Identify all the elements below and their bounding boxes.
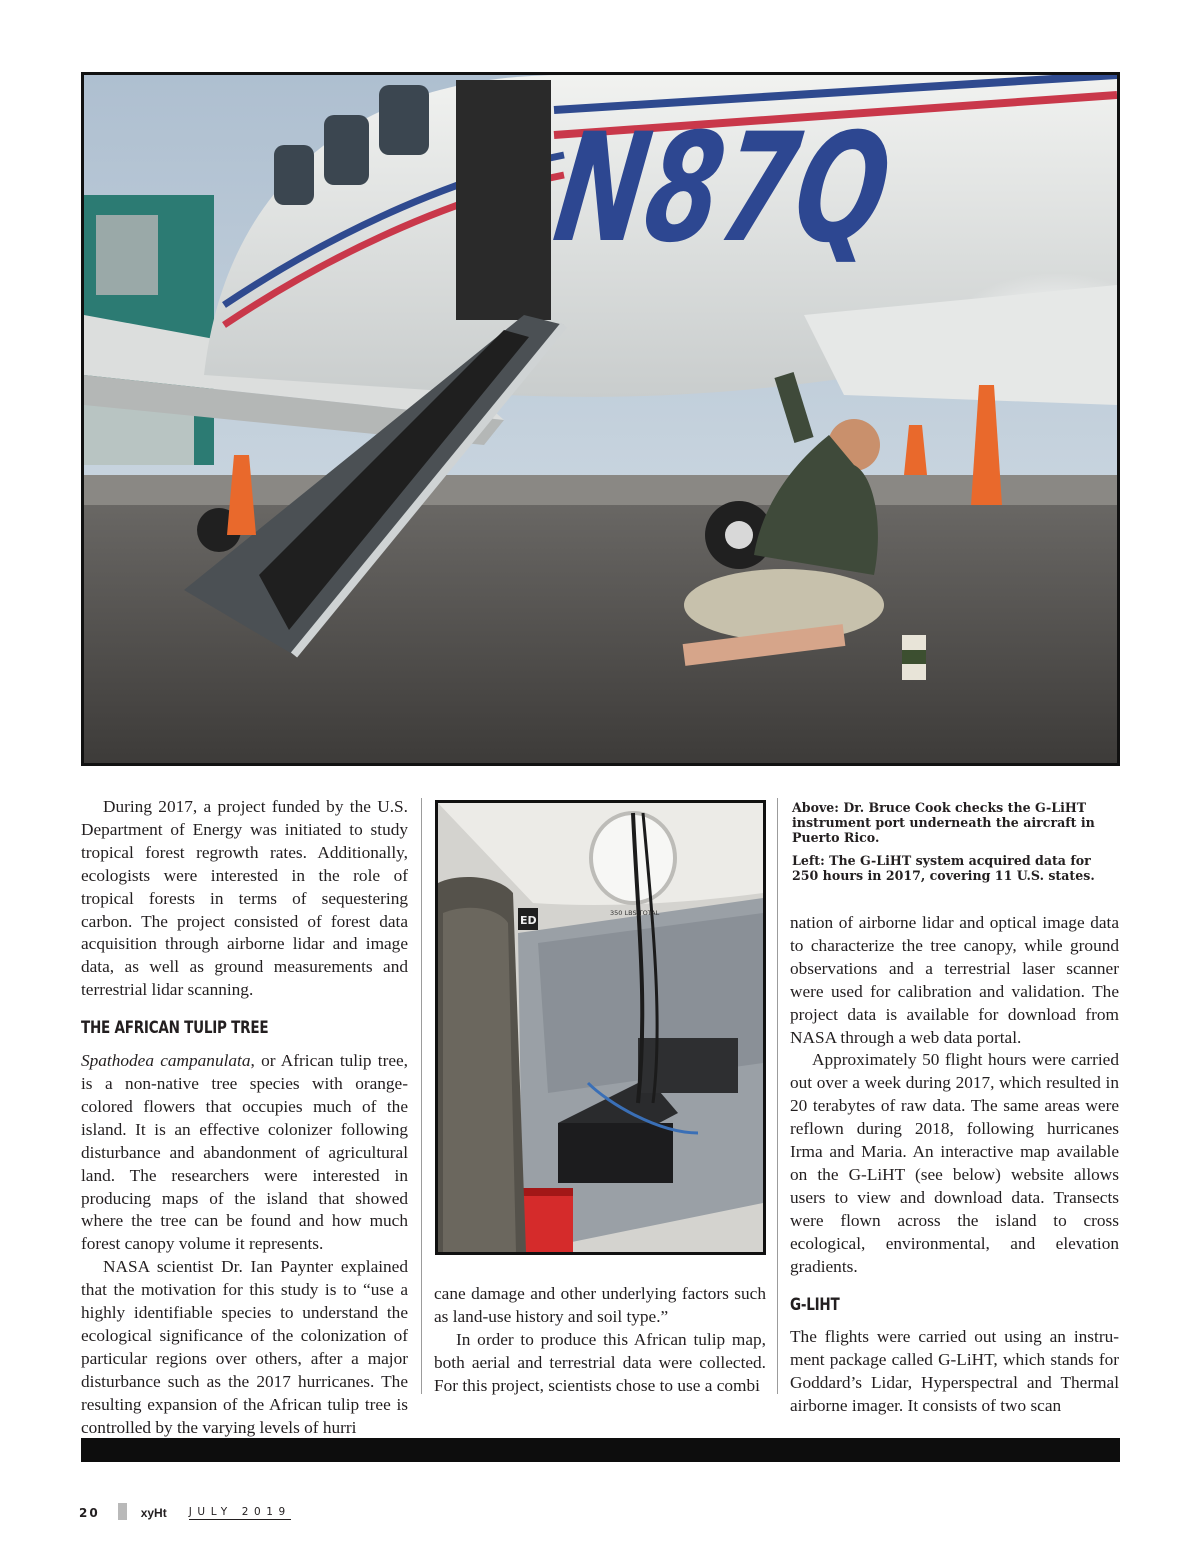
caption-above: Above: Dr. Bruce Cook checks the G-LiHT instrument port underneath the aircraft in Puerto Rico. [792,800,1095,845]
column-right [790,912,1119,1418]
section-heading-tulip: THE AFRICAN TULIP TREE [81,1018,269,1038]
body-paragraph [81,1050,408,1256]
cabin-photo-illustration [438,803,763,1252]
cabin-placard: 350 LBS TOTAL [610,909,660,917]
body-paragraph: cane damage and other underlying factors such as land-use history and soil type.” [434,1284,766,1326]
body-paragraph: nation of airborne lidar and optical image data to characterize the tree canopy, while ground observations and a terrestrial laser scanner were used for calibration and validation. The project data is available for download from NASA through a web data portal. [790,913,1119,1047]
photo-caption [792,800,1114,891]
body-text: , or African tulip tree, is a non-native tree species with orange-colored flowers that occupies much of the island. It is an effective colonizer following disturbance and abandonment of agricultural land. The researchers were interested in producing maps of the island that showed where the tree can be found and how much forest canopy volume it represents. [81,1051,408,1254]
body-paragraph: Approximately 50 flight hours were carried out over a week during 2017, which resulted in 20 terabytes of raw data. The same areas were reflown during 2018, following hurricanes Irma and Maria. An interactive map available on the G-LiHT (see below) website allows users to view and download data. Transects were flown across the island to cross ecological, environmental, and elevation gradients. [790,1050,1119,1276]
page-number: 20 [79,1506,100,1520]
body-paragraph: The flights were carried out using an instrument package called G-LiHT, which stands for Goddard’s Lidar, Hyperspectral and Thermal airborne imager. It consists of two scan [790,1327,1119,1416]
caption-left: Left: The G-LiHT system acquired data for 250 hours in 2017, covering 11 U.S. states. [792,853,1095,883]
footer-bar [81,1438,1120,1462]
cabin-photo [435,800,766,1255]
aircraft-photo-illustration [84,75,1117,763]
top-photo [81,72,1120,766]
body-paragraph: NASA scientist Dr. Ian Paynter explained that the motivation for this study is to “use a highly identifiable species to understand the ecological significance of the colonization of particular regions over others, after a major disturbance such as the 2017 hurricanes. The resulting expansion of the African tulip tree is controlled by the varying levels of hurri [81,1257,408,1437]
column-left [81,796,408,1439]
cabin-tag: ED [520,914,537,927]
body-paragraph: In order to produce this African tulip map, both aerial and terrestrial data were collected. For this project, scientists chose to use a combi [434,1329,766,1395]
issue-date: JULY 2019 [188,1506,291,1518]
column-divider [421,798,422,1394]
body-paragraph: During 2017, a project funded by the U.S. Department of Energy was initiated to study tropical forest regrowth rates. Additionally, ecologists were interested in the role of tropical forests in terms of sequestering carbon. The project consisted of forest data acquisition through airborne lidar and image data, as well as ground measurements and terrestrial lidar scanning. [81,797,408,1000]
species-name: Spathodea campanulata [81,1051,251,1071]
magazine-name: xyHt [140,1506,167,1520]
folio-separator [118,1503,127,1520]
tail-number: N87Q [545,100,1033,276]
column-middle [434,1283,766,1398]
column-divider [777,798,778,1394]
section-heading-glint: G-LIHT [790,1294,840,1314]
page-folio [79,1500,291,1520]
